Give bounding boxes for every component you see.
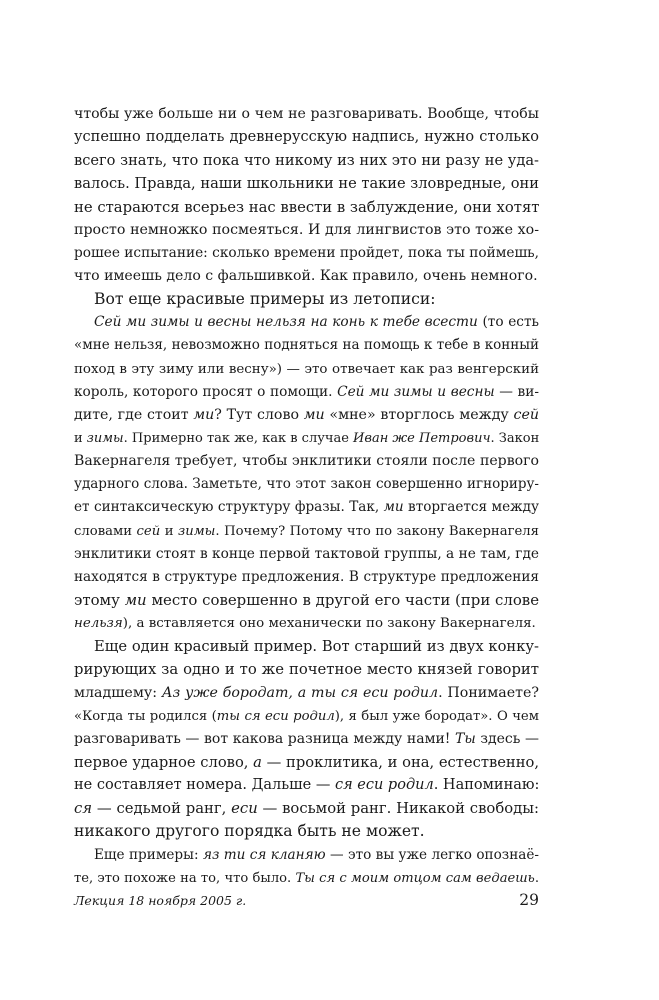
text-line <box>74 635 539 658</box>
text-segment: . Закон <box>490 430 539 446</box>
text-line <box>74 820 539 843</box>
text-segment: «мне» вторглось между <box>324 406 514 423</box>
italic-text-segment: ми <box>383 499 404 516</box>
text-segment: . Понимаете? <box>438 684 539 701</box>
text-segment: успешно подделать древнерусскую надпись, нужно столько <box>74 129 539 146</box>
text-segment: дите, где стоит <box>74 406 194 423</box>
text-line <box>74 844 539 867</box>
text-segment: рирующих за одно и то же почетное место князей говорит <box>74 661 539 679</box>
text-line <box>74 149 539 172</box>
text-line <box>74 682 539 705</box>
text-segment: (то есть <box>477 314 539 331</box>
text-line <box>74 566 539 589</box>
text-line <box>74 381 539 404</box>
text-line <box>74 311 539 334</box>
italic-text-segment: зимы <box>178 523 216 539</box>
text-segment: что имеешь дело с фальшивкой. Как правило, очень немного. <box>74 267 538 284</box>
italic-text-segment: сей <box>136 523 161 539</box>
italic-text-segment: Ты <box>455 730 476 747</box>
text-segment: просто немножко посмеяться. И для лингвистов это тоже хо- <box>74 221 539 238</box>
text-segment: энклитики стоят в конце первой тактовой группы, а не там, где <box>74 545 539 562</box>
italic-text-segment: яз ти ся кланяю <box>202 846 326 863</box>
text-segment: рошее испытание: сколько времени пройдет, пока ты поймешь, <box>74 244 539 261</box>
text-segment: . <box>534 870 539 886</box>
text-line <box>74 612 539 635</box>
text-segment: — это вы уже легко опознаё- <box>325 846 539 863</box>
page-number: 29 <box>519 891 539 909</box>
text-line <box>74 358 539 381</box>
text-line <box>74 705 539 728</box>
text-line <box>74 103 539 126</box>
text-segment: и <box>74 430 87 446</box>
text-segment: никакого другого порядка быть не может. <box>74 822 425 841</box>
italic-text-segment: ми <box>124 590 147 609</box>
text-line <box>74 728 539 751</box>
text-segment: разговаривать — вот какова разница между нами! <box>74 730 456 747</box>
text-segment: ударного слова. Заметьте, что этот закон совершенно игнориру- <box>74 476 539 493</box>
text-line <box>74 334 539 357</box>
text-line <box>74 126 539 149</box>
italic-text-segment: зимы <box>86 430 124 446</box>
text-segment: «мне нельзя, невозможно подняться на помощь к тебе в конный <box>74 337 539 354</box>
italic-text-segment: сей <box>513 406 539 423</box>
text-line <box>74 172 539 195</box>
running-head: Лекция 18 ноября 2005 г. <box>74 893 247 908</box>
text-line <box>74 450 539 473</box>
text-segment: поход в эту зиму или весну») — это отвечает как раз венгерский <box>74 361 539 377</box>
italic-text-segment: ми <box>303 406 325 423</box>
text-segment: — восьмой ранг. Никакой свободы: <box>257 800 539 818</box>
text-segment: Еще один красивый пример. Вот старший из двух конку- <box>94 638 539 656</box>
text-segment: Вот еще красивые примеры из летописи: <box>94 290 436 309</box>
text-segment: этому <box>74 590 125 609</box>
text-segment: ? Тут слово <box>214 406 304 423</box>
text-segment: . Почему? Потому что по закону Вакернагеля <box>215 523 539 539</box>
italic-text-segment: еси <box>231 800 258 818</box>
italic-text-segment: ми <box>193 406 215 423</box>
italic-text-segment: ся <box>74 800 93 818</box>
text-line <box>74 196 539 219</box>
italic-text-segment: Аз уже бородат, а ты ся еси родил <box>161 684 439 701</box>
text-line <box>74 265 539 288</box>
italic-text-segment: Иван же Петрович <box>353 430 491 446</box>
text-segment: . Примерно так же, как в случае <box>123 430 354 446</box>
text-line <box>74 589 539 612</box>
italic-text-segment: Сей ми зимы и весны <box>337 383 495 400</box>
text-line <box>74 543 539 566</box>
page-footer <box>74 891 539 911</box>
text-segment: ет синтаксическую структуру фразы. Так, <box>74 499 384 516</box>
text-segment: вторгается между <box>403 499 539 516</box>
text-segment: словами <box>74 523 137 539</box>
text-line <box>74 797 539 820</box>
text-segment: те, это похоже на то, что было. <box>74 870 296 886</box>
italic-text-segment: а <box>253 753 262 771</box>
body-text <box>74 103 539 890</box>
text-segment: «Когда ты родился ( <box>74 708 217 724</box>
text-line <box>74 242 539 265</box>
text-line <box>74 751 539 774</box>
text-segment: не стараются всерьез нас ввести в заблуждение, они хотят <box>74 198 539 216</box>
text-segment: чтобы уже больше ни о чем не разговаривать. Вообще, чтобы <box>74 106 539 122</box>
text-line <box>74 427 539 450</box>
text-segment: король, которого просят о помощи. <box>74 383 338 400</box>
text-segment: всего знать, что пока что никому из них это ни разу не уда- <box>74 152 539 170</box>
text-line <box>74 288 539 311</box>
italic-text-segment: Ты ся с моим отцом сам ведаешь <box>295 870 535 886</box>
italic-text-segment: ты ся еси родил <box>216 708 335 724</box>
text-segment: первое ударное слово, <box>74 753 254 771</box>
text-segment: ), я был уже бородат». О чем <box>334 708 539 724</box>
text-segment: — ви- <box>494 383 539 400</box>
text-segment: . Напоминаю: <box>433 777 539 794</box>
text-segment: — проклитика, и она, естественно, <box>261 753 539 771</box>
text-segment: Еще примеры: <box>94 846 203 863</box>
text-segment: находятся в структуре предложения. В структуре предложения <box>74 568 539 585</box>
italic-text-segment: Сей ми зимы и весны нельзя на конь к тебе всести <box>94 314 478 331</box>
text-segment: Вакернагеля требует, чтобы энклитики стояли после первого <box>74 453 539 470</box>
text-line <box>74 473 539 496</box>
text-segment: валось. Правда, наши школьники не такие зловредные, они <box>74 175 539 193</box>
text-segment: и <box>160 523 179 539</box>
text-line <box>74 496 539 519</box>
text-segment: здесь — <box>475 730 539 747</box>
text-segment: — седьмой ранг, <box>92 800 232 818</box>
text-line <box>74 867 539 890</box>
text-line <box>74 219 539 242</box>
text-line <box>74 404 539 427</box>
text-segment: место совершенно в другой его части (при слове <box>146 590 539 609</box>
italic-text-segment: нельзя <box>74 616 123 632</box>
text-segment: ), а вставляется оно механически по закону Вакернагеля. <box>122 616 536 632</box>
text-segment: не составляет номера. Дальше — <box>74 777 335 794</box>
italic-text-segment: ся еси родил <box>334 777 434 794</box>
text-line <box>74 774 539 797</box>
text-line <box>74 658 539 681</box>
text-segment: младшему: <box>74 684 162 701</box>
text-line <box>74 520 539 543</box>
